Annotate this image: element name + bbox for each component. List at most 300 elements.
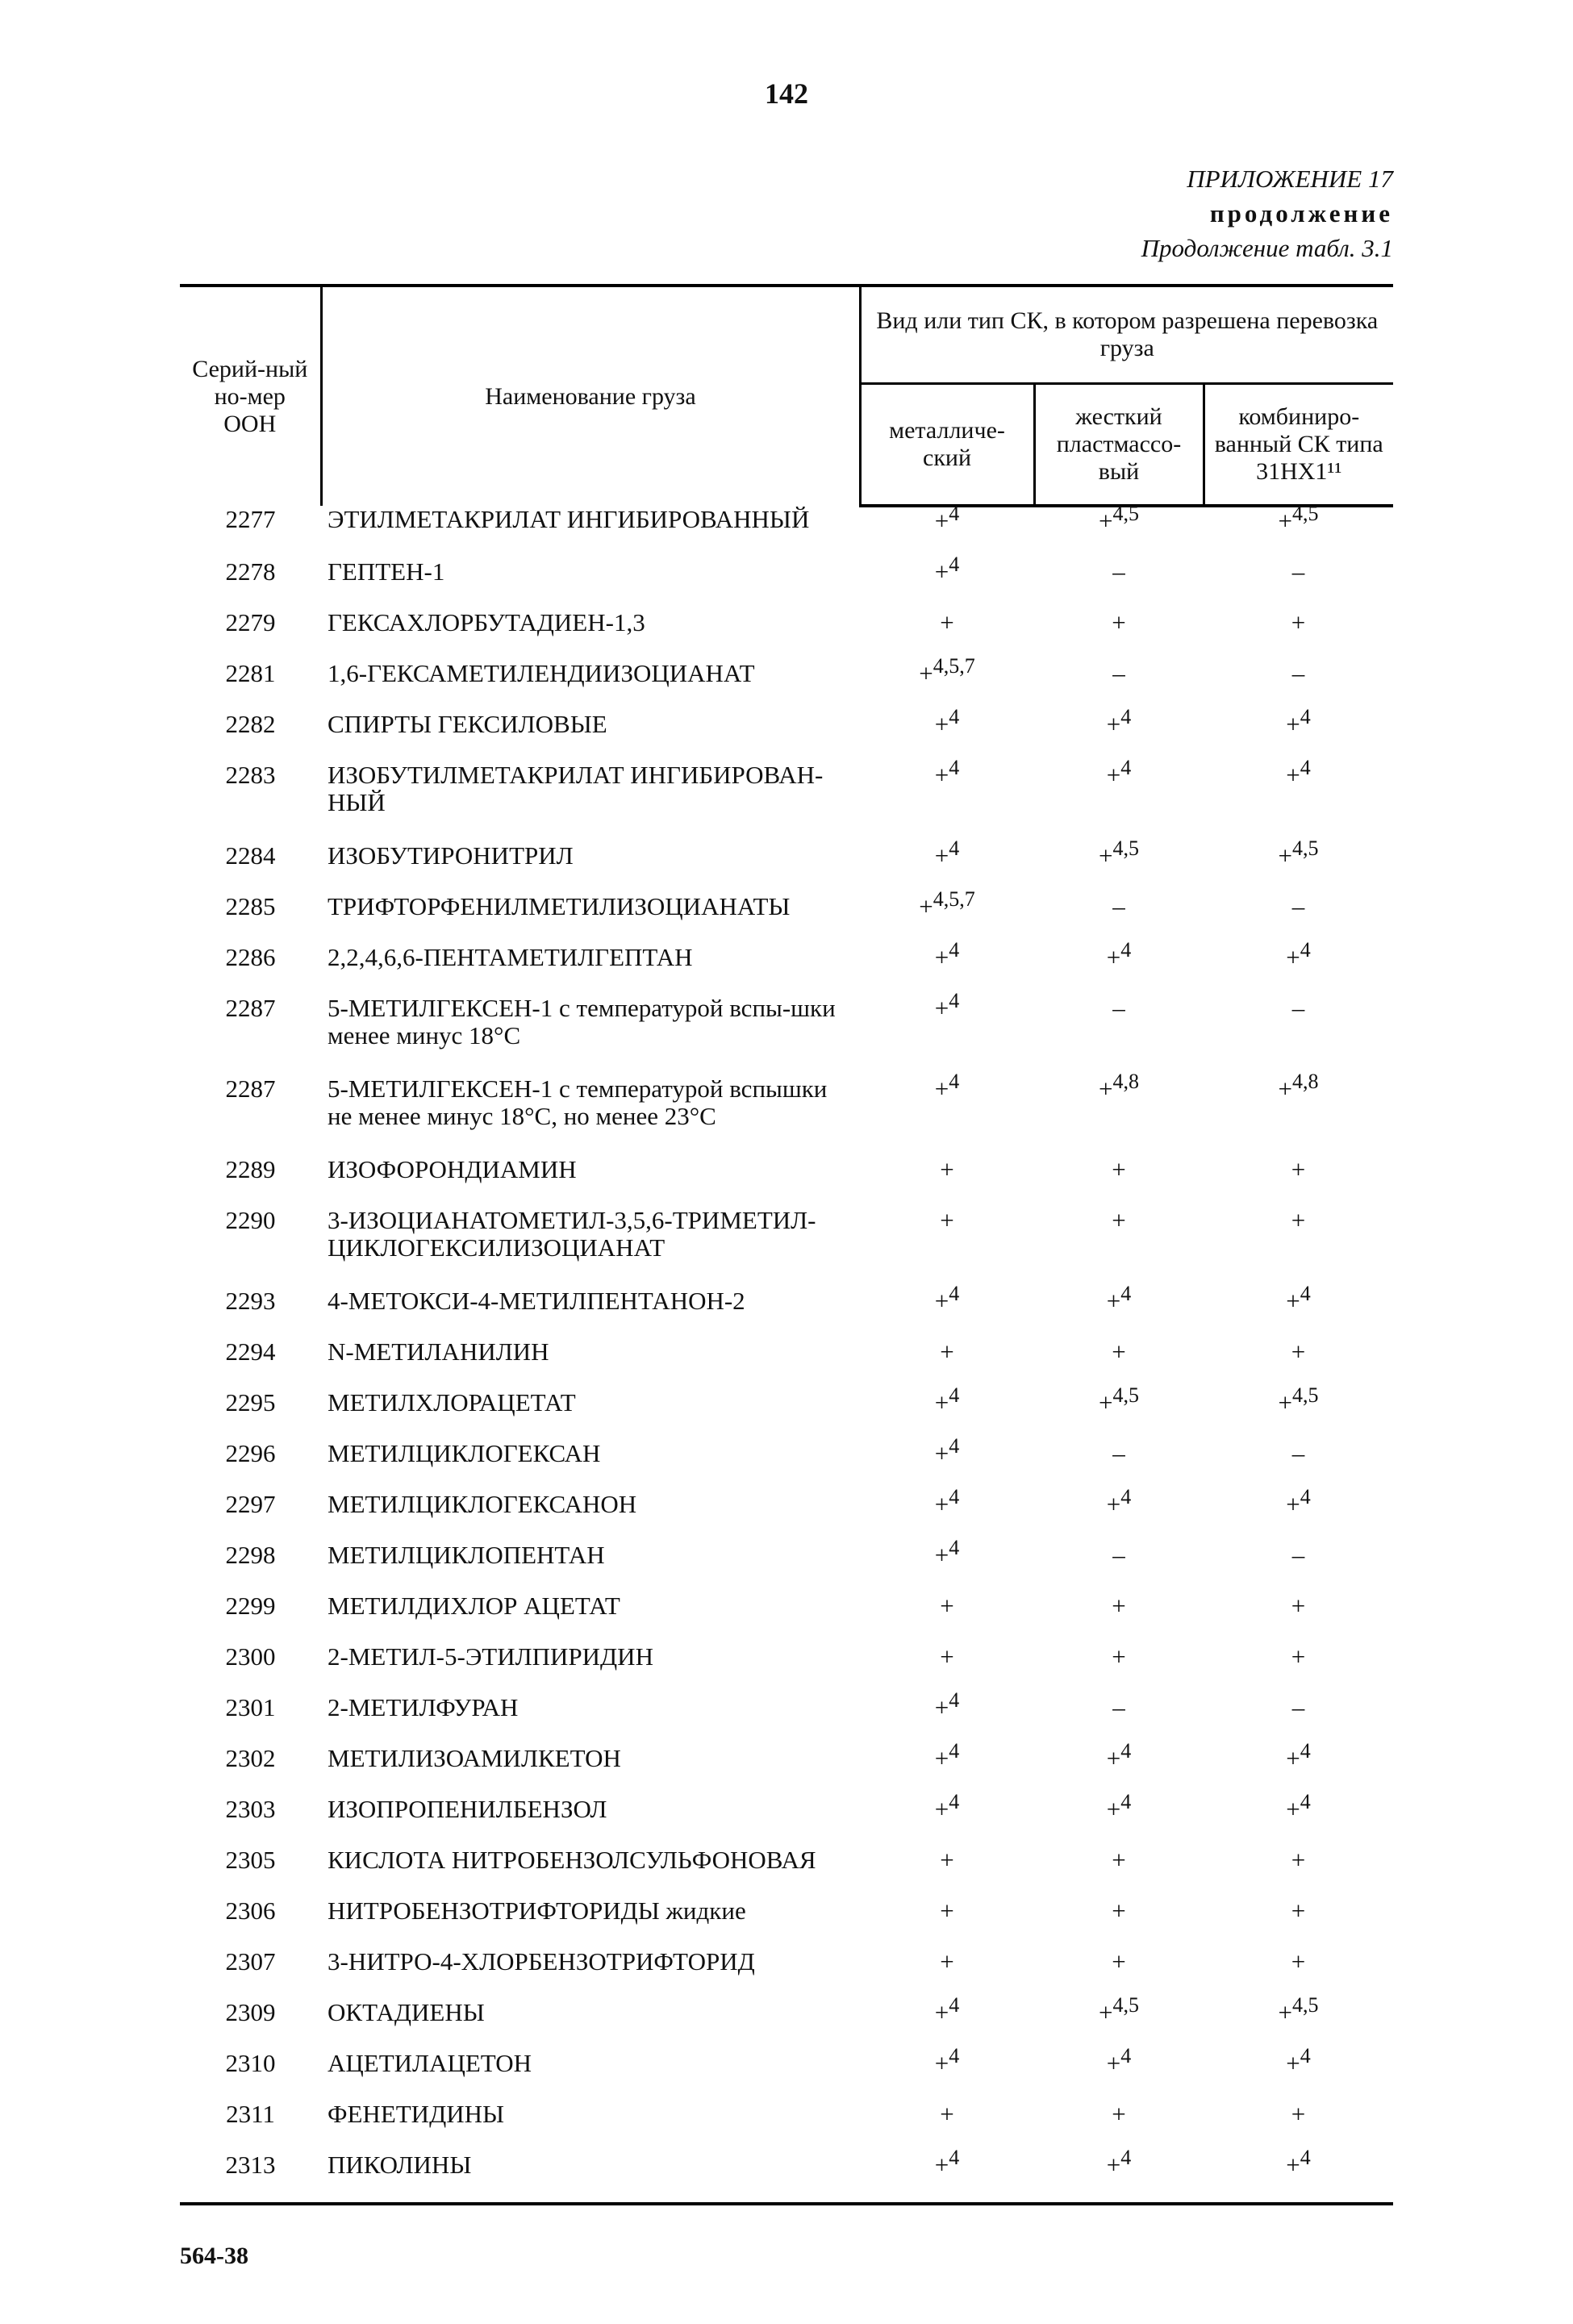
composite-mark <box>1204 1207 1393 1287</box>
mark-note-refs: 4 <box>949 1536 960 1559</box>
mark-symbol: + <box>940 1642 954 1671</box>
mark-symbol: + <box>919 659 933 687</box>
table-row <box>180 1999 1393 2050</box>
un-number: 2289 <box>225 1155 276 1183</box>
mark-symbol: + <box>934 1490 949 1518</box>
composite-mark <box>1204 1694 1393 1745</box>
mark-symbol: + <box>934 1541 949 1569</box>
mark-symbol: + <box>1112 1155 1126 1183</box>
table-row <box>180 1491 1393 1542</box>
mark-symbol: + <box>919 892 933 920</box>
mark-note-refs: 4,5 <box>1112 837 1139 860</box>
un-number: 2290 <box>225 1206 276 1234</box>
un-number: 2283 <box>225 761 276 789</box>
mark-symbol: + <box>934 1388 949 1417</box>
mark-note-refs: 4 <box>1300 1739 1311 1763</box>
cargo-name: 3-НИТРО-4-ХЛОРБЕНЗОТРИФТОРИД <box>328 1947 755 1976</box>
cargo-name: 5-МЕТИЛГЕКСЕН-1 с температурой вспы-шки менее минус 18°С <box>328 994 836 1049</box>
table-row <box>180 2151 1393 2204</box>
cargo-name: ОКТАДИЕНЫ <box>328 1998 485 2026</box>
mark-symbol: + <box>1291 2100 1306 2128</box>
composite-mark <box>1204 1383 1393 1440</box>
metal-mark <box>860 1338 1034 1389</box>
mark-symbol: + <box>934 761 949 789</box>
metal-mark <box>860 1643 1034 1694</box>
metal-mark <box>860 1282 1034 1338</box>
mark-symbol: – <box>1291 994 1305 1022</box>
mark-symbol: + <box>1099 1998 1113 2026</box>
table-row <box>180 944 1393 995</box>
composite-mark <box>1204 1739 1393 1796</box>
table-row <box>180 1643 1393 1694</box>
mark-note-refs: 4 <box>949 756 960 779</box>
appendix-title: ПРИЛОЖЕНИЕ 17 <box>1187 165 1393 193</box>
cargo-name: 2,2,4,6,6-ПЕНТАМЕТИЛГЕПТАН <box>328 943 693 971</box>
table-row <box>180 1796 1393 1846</box>
mark-symbol: + <box>1099 1074 1113 1103</box>
mark-symbol: + <box>1099 1388 1113 1417</box>
composite-mark <box>1204 1948 1393 1999</box>
mark-symbol: + <box>934 1795 949 1823</box>
mark-symbol: – <box>1112 994 1125 1022</box>
cargo-name: МЕТИЛХЛОРАЦЕТАТ <box>328 1388 576 1417</box>
table-row <box>180 1846 1393 1897</box>
mark-symbol: + <box>1106 1287 1121 1315</box>
mark-symbol: + <box>940 1896 954 1925</box>
rigid-plastic-mark <box>1034 1383 1204 1440</box>
table-row <box>180 1207 1393 1287</box>
mark-symbol: + <box>1278 507 1292 535</box>
cargo-name: МЕТИЛЦИКЛОГЕКСАНОН <box>328 1490 637 1518</box>
mark-note-refs: 4 <box>1120 1790 1132 1813</box>
mark-symbol: + <box>934 1693 949 1721</box>
table-row <box>180 1897 1393 1948</box>
mark-symbol: + <box>934 507 949 535</box>
rigid-plastic-mark <box>1034 1846 1204 1897</box>
mark-symbol: + <box>1112 2100 1126 2128</box>
cargo-name: 4-МЕТОКСИ-4-МЕТИЛПЕНТАНОН-2 <box>328 1287 745 1315</box>
mark-symbol: + <box>934 1074 949 1103</box>
mark-symbol: – <box>1291 659 1305 687</box>
un-number: 2303 <box>225 1795 276 1823</box>
table-row <box>180 1592 1393 1643</box>
composite-mark <box>1204 2146 1393 2204</box>
mark-note-refs: 4 <box>949 502 960 525</box>
mark-symbol: – <box>1291 1693 1305 1721</box>
mark-symbol: + <box>1291 1947 1306 1976</box>
table-row <box>180 660 1393 711</box>
mark-symbol: + <box>940 1947 954 1976</box>
mark-note-refs: 4 <box>1120 2146 1132 2169</box>
un-number: 2298 <box>225 1541 276 1569</box>
composite-mark <box>1204 995 1393 1075</box>
cargo-name: АЦЕТИЛАЦЕТОН <box>328 2049 532 2077</box>
table-reference: Продолжение табл. 3.1 <box>1141 234 1393 262</box>
composite-mark <box>1204 660 1393 711</box>
mark-note-refs: 4 <box>1120 705 1132 728</box>
mark-symbol: + <box>1286 710 1300 738</box>
table-row <box>180 2101 1393 2151</box>
mark-symbol: + <box>934 2049 949 2077</box>
mark-symbol: + <box>1278 841 1292 870</box>
table-body <box>180 502 1393 2204</box>
cargo-name: ИЗОПРОПЕНИЛБЕНЗОЛ <box>328 1795 607 1823</box>
mark-symbol: + <box>1286 943 1300 971</box>
footer-code: 564-38 <box>180 2243 248 2269</box>
mark-note-refs: 4 <box>1300 1790 1311 1813</box>
table-row <box>180 1745 1393 1796</box>
un-number: 2296 <box>225 1439 276 1467</box>
rigid-plastic-mark <box>1034 2146 1204 2204</box>
mark-symbol: + <box>1112 1592 1126 1620</box>
composite-mark <box>1204 558 1393 609</box>
cargo-name: 2-МЕТИЛ-5-ЭТИЛПИРИДИН <box>328 1642 653 1671</box>
header-serial-number: Серий-ный но-мер ООН <box>180 286 321 506</box>
mark-note-refs: 4 <box>949 1070 960 1093</box>
mark-note-refs: 4,5 <box>1292 1993 1319 2017</box>
table-row <box>180 1389 1393 1440</box>
rigid-plastic-mark <box>1034 837 1204 893</box>
metal-mark <box>860 1739 1034 1796</box>
rigid-plastic-mark <box>1034 660 1204 711</box>
table-row <box>180 1075 1393 1156</box>
metal-mark <box>860 2101 1034 2151</box>
mark-note-refs: 4 <box>1120 1485 1132 1508</box>
composite-mark <box>1204 1338 1393 1389</box>
composite-mark <box>1204 1485 1393 1542</box>
mark-symbol: + <box>1106 761 1121 789</box>
composite-mark <box>1204 1156 1393 1207</box>
mark-note-refs: 4 <box>1300 1282 1311 1305</box>
rigid-plastic-mark <box>1034 558 1204 609</box>
mark-symbol: + <box>934 1439 949 1467</box>
mark-note-refs: 4 <box>1120 1282 1132 1305</box>
cargo-name: ГЕКСАХЛОРБУТАДИЕН-1,3 <box>328 608 645 636</box>
un-number: 2285 <box>225 892 276 920</box>
mark-note-refs: 4 <box>949 1790 960 1813</box>
mark-note-refs: 4 <box>949 989 960 1012</box>
mark-symbol: – <box>1291 892 1305 920</box>
composite-mark <box>1204 893 1393 944</box>
mark-symbol: – <box>1112 892 1125 920</box>
mark-symbol: + <box>1278 1998 1292 2026</box>
metal-mark <box>860 1948 1034 1999</box>
table-row <box>180 761 1393 842</box>
mark-symbol: + <box>1112 1947 1126 1976</box>
cargo-name: ИЗОБУТИЛМЕТАКРИЛАТ ИНГИБИРОВАН-НЫЙ <box>328 761 824 816</box>
metal-mark <box>860 1688 1034 1745</box>
mark-note-refs: 4 <box>949 938 960 962</box>
mark-symbol: + <box>940 2100 954 2128</box>
un-number: 2295 <box>225 1388 276 1417</box>
rigid-plastic-mark <box>1034 2044 1204 2101</box>
mark-symbol: + <box>1106 1490 1121 1518</box>
mark-symbol: + <box>940 608 954 636</box>
rigid-plastic-mark <box>1034 2101 1204 2151</box>
un-number: 2313 <box>180 2151 321 2204</box>
mark-symbol: + <box>1286 1744 1300 1772</box>
mark-symbol: + <box>1099 841 1113 870</box>
mark-note-refs: 4,5 <box>1112 1383 1139 1407</box>
metal-mark <box>860 1897 1034 1948</box>
mark-note-refs: 4 <box>949 1383 960 1407</box>
metal-mark <box>860 887 1034 944</box>
composite-mark <box>1204 1542 1393 1592</box>
table-row <box>180 995 1393 1075</box>
metal-mark <box>860 1592 1034 1643</box>
mark-symbol: + <box>1278 1388 1292 1417</box>
mark-symbol: – <box>1291 1439 1305 1467</box>
mark-symbol: + <box>1106 1744 1121 1772</box>
mark-note-refs: 4 <box>949 1688 960 1712</box>
cargo-name: МЕТИЛЦИКЛОГЕКСАН <box>328 1439 601 1467</box>
rigid-plastic-mark <box>1034 705 1204 761</box>
metal-mark <box>860 654 1034 711</box>
table-row <box>180 1694 1393 1745</box>
mark-symbol: + <box>1291 608 1306 636</box>
cargo-name: ИЗОФОРОНДИАМИН <box>328 1155 577 1183</box>
composite-mark <box>1204 1592 1393 1643</box>
mark-symbol: + <box>1286 2151 1300 2179</box>
mark-symbol: + <box>1291 1642 1306 1671</box>
metal-mark <box>860 553 1034 609</box>
mark-note-refs: 4,5,7 <box>933 887 975 911</box>
continuation-label: продолжение <box>1209 199 1393 227</box>
un-number: 2301 <box>225 1693 276 1721</box>
composite-mark <box>1204 1897 1393 1948</box>
mark-symbol: + <box>940 1155 954 1183</box>
table-row <box>180 1440 1393 1491</box>
un-number: 2277 <box>225 505 276 533</box>
mark-symbol: + <box>1106 943 1121 971</box>
rigid-plastic-mark <box>1034 1897 1204 1948</box>
mark-symbol: + <box>1291 1337 1306 1366</box>
mark-note-refs: 4 <box>949 1485 960 1508</box>
cargo-name: ГЕПТЕН-1 <box>328 557 445 586</box>
mark-symbol: + <box>1112 1642 1126 1671</box>
cargo-name: ИЗОБУТИРОНИТРИЛ <box>328 841 574 870</box>
composite-mark <box>1204 938 1393 995</box>
cargo-name: ПИКОЛИНЫ <box>321 2151 860 2204</box>
table-row <box>180 558 1393 609</box>
metal-mark <box>860 756 1034 842</box>
metal-mark <box>860 989 1034 1075</box>
mark-symbol: + <box>1286 1287 1300 1315</box>
page-number: 142 <box>765 77 808 110</box>
un-number: 2309 <box>225 1998 276 2026</box>
mark-note-refs: 4 <box>949 553 960 576</box>
cargo-name: МЕТИЛЦИКЛОПЕНТАН <box>328 1541 605 1569</box>
mark-symbol: – <box>1291 1541 1305 1569</box>
composite-mark <box>1204 1440 1393 1491</box>
mark-symbol: – <box>1291 557 1305 586</box>
mark-symbol: + <box>940 1337 954 1366</box>
rigid-plastic-mark <box>1034 756 1204 842</box>
un-number: 2279 <box>225 608 276 636</box>
mark-symbol: + <box>1291 1206 1306 1234</box>
rigid-plastic-mark <box>1034 1993 1204 2050</box>
rigid-plastic-mark <box>1034 1592 1204 1643</box>
mark-note-refs: 4 <box>1120 756 1132 779</box>
mark-note-refs: 4,5 <box>1112 502 1139 525</box>
mark-symbol: + <box>1286 761 1300 789</box>
un-number: 2297 <box>225 1490 276 1518</box>
mark-symbol: – <box>1112 557 1125 586</box>
table-row <box>180 1948 1393 1999</box>
rigid-plastic-mark <box>1034 1440 1204 1491</box>
metal-mark <box>860 1383 1034 1440</box>
rigid-plastic-mark <box>1034 1070 1204 1156</box>
table-row <box>180 893 1393 944</box>
un-number: 2293 <box>225 1287 276 1315</box>
appendix-header <box>1141 161 1393 265</box>
composite-mark <box>1204 1070 1393 1156</box>
mark-note-refs: 4 <box>949 1434 960 1458</box>
rigid-plastic-mark <box>1034 1542 1204 1592</box>
cargo-name: ЭТИЛМЕТАКРИЛАТ ИНГИБИРОВАННЫЙ <box>328 505 810 533</box>
mark-symbol: + <box>934 710 949 738</box>
composite-mark <box>1204 609 1393 660</box>
metal-mark <box>860 1993 1034 2050</box>
table-row <box>180 1338 1393 1389</box>
mark-symbol: – <box>1112 1439 1125 1467</box>
metal-mark <box>860 2044 1034 2101</box>
cargo-name: ТРИФТОРФЕНИЛМЕТИЛИЗОЦИАНАТЫ <box>328 892 791 920</box>
mark-symbol: + <box>1106 710 1121 738</box>
composite-mark <box>1204 1846 1393 1897</box>
mark-note-refs: 4 <box>1300 1485 1311 1508</box>
mark-note-refs: 4 <box>949 2146 960 2169</box>
rigid-plastic-mark <box>1034 995 1204 1075</box>
mark-symbol: + <box>1112 1846 1126 1874</box>
table-row <box>180 711 1393 761</box>
un-number: 2282 <box>225 710 276 738</box>
table-row <box>180 2050 1393 2101</box>
table-row <box>180 609 1393 660</box>
mark-symbol: + <box>934 1998 949 2026</box>
cargo-name: СПИРТЫ ГЕКСИЛОВЫЕ <box>328 710 607 738</box>
mark-symbol: + <box>940 1592 954 1620</box>
rigid-plastic-mark <box>1034 1790 1204 1846</box>
mark-symbol: + <box>940 1846 954 1874</box>
un-number: 2294 <box>225 1337 276 1366</box>
header-container-type-group: Вид или тип СК, в котором разрешена перевозка груза <box>860 286 1393 384</box>
table-row <box>180 506 1393 558</box>
mark-symbol: + <box>1112 1896 1126 1925</box>
rigid-plastic-mark <box>1034 1643 1204 1694</box>
mark-note-refs: 4 <box>1120 1739 1132 1763</box>
un-number: 2300 <box>225 1642 276 1671</box>
composite-mark <box>1204 756 1393 842</box>
composite-mark <box>1204 705 1393 761</box>
metal-mark <box>860 837 1034 893</box>
mark-symbol: – <box>1112 1693 1125 1721</box>
mark-note-refs: 4 <box>1300 2044 1311 2067</box>
mark-note-refs: 4 <box>949 1993 960 2017</box>
cargo-name: КИСЛОТА НИТРОБЕНЗОЛСУЛЬФОНОВАЯ <box>328 1846 816 1874</box>
rigid-plastic-mark <box>1034 609 1204 660</box>
mark-symbol: + <box>1286 2049 1300 2077</box>
mark-symbol: + <box>1278 1074 1292 1103</box>
mark-note-refs: 4 <box>949 2044 960 2067</box>
cargo-table <box>180 284 1393 2205</box>
metal-mark <box>860 1070 1034 1156</box>
rigid-plastic-mark <box>1034 1948 1204 1999</box>
cargo-name: МЕТИЛИЗОАМИЛКЕТОН <box>328 1744 621 1772</box>
metal-mark <box>860 1156 1034 1207</box>
composite-mark <box>1204 837 1393 893</box>
header-cargo-name: Наименование груза <box>321 286 860 506</box>
mark-symbol: + <box>934 994 949 1022</box>
un-number: 2281 <box>225 659 276 687</box>
composite-mark <box>1204 1790 1393 1846</box>
mark-note-refs: 4 <box>1120 938 1132 962</box>
metal-mark <box>860 1846 1034 1897</box>
mark-note-refs: 4 <box>949 705 960 728</box>
un-number: 2287 <box>225 994 276 1022</box>
un-number: 2306 <box>225 1896 276 1925</box>
mark-symbol: + <box>1112 608 1126 636</box>
metal-mark <box>860 705 1034 761</box>
composite-mark <box>1204 502 1393 558</box>
mark-note-refs: 4 <box>1300 2146 1311 2169</box>
mark-symbol: + <box>934 2151 949 2179</box>
mark-symbol: + <box>1106 1795 1121 1823</box>
mark-symbol: + <box>1112 1337 1126 1366</box>
rigid-plastic-mark <box>1034 1156 1204 1207</box>
table-header-row <box>180 286 1393 384</box>
header-metal: металличе-ский <box>860 384 1034 507</box>
mark-note-refs: 4,5 <box>1292 837 1319 860</box>
mark-symbol: + <box>934 943 949 971</box>
mark-symbol: – <box>1112 659 1125 687</box>
composite-mark <box>1204 1993 1393 2050</box>
mark-note-refs: 4,5,7 <box>933 654 975 678</box>
metal-mark <box>860 938 1034 995</box>
rigid-plastic-mark <box>1034 1694 1204 1745</box>
mark-note-refs: 4 <box>1120 2044 1132 2067</box>
mark-symbol: + <box>1106 2049 1121 2077</box>
table-row <box>180 842 1393 893</box>
mark-note-refs: 4,8 <box>1112 1070 1139 1093</box>
metal-mark <box>860 1434 1034 1491</box>
mark-note-refs: 4 <box>949 1282 960 1305</box>
mark-note-refs: 4,8 <box>1292 1070 1319 1093</box>
composite-mark <box>1204 1643 1393 1694</box>
metal-mark <box>860 1485 1034 1542</box>
table-row <box>180 1542 1393 1592</box>
un-number: 2287 <box>225 1074 276 1103</box>
mark-symbol: + <box>934 841 949 870</box>
metal-mark <box>860 502 1034 558</box>
table-row <box>180 1287 1393 1338</box>
mark-symbol: – <box>1112 1541 1125 1569</box>
mark-symbol: + <box>940 1206 954 1234</box>
mark-symbol: + <box>934 557 949 586</box>
metal-mark <box>860 1207 1034 1287</box>
cargo-name: МЕТИЛДИХЛОР АЦЕТАТ <box>328 1592 620 1620</box>
rigid-plastic-mark <box>1034 1338 1204 1389</box>
mark-note-refs: 4,5 <box>1292 502 1319 525</box>
cargo-name: N-МЕТИЛАНИЛИН <box>328 1337 549 1366</box>
un-number: 2302 <box>225 1744 276 1772</box>
rigid-plastic-mark <box>1034 502 1204 558</box>
mark-symbol: + <box>1106 2151 1121 2179</box>
rigid-plastic-mark <box>1034 893 1204 944</box>
cargo-name: 5-МЕТИЛГЕКСЕН-1 с температурой вспышки не менее минус 18°С, но менее 23°С <box>328 1074 828 1130</box>
mark-note-refs: 4 <box>949 837 960 860</box>
rigid-plastic-mark <box>1034 1207 1204 1287</box>
